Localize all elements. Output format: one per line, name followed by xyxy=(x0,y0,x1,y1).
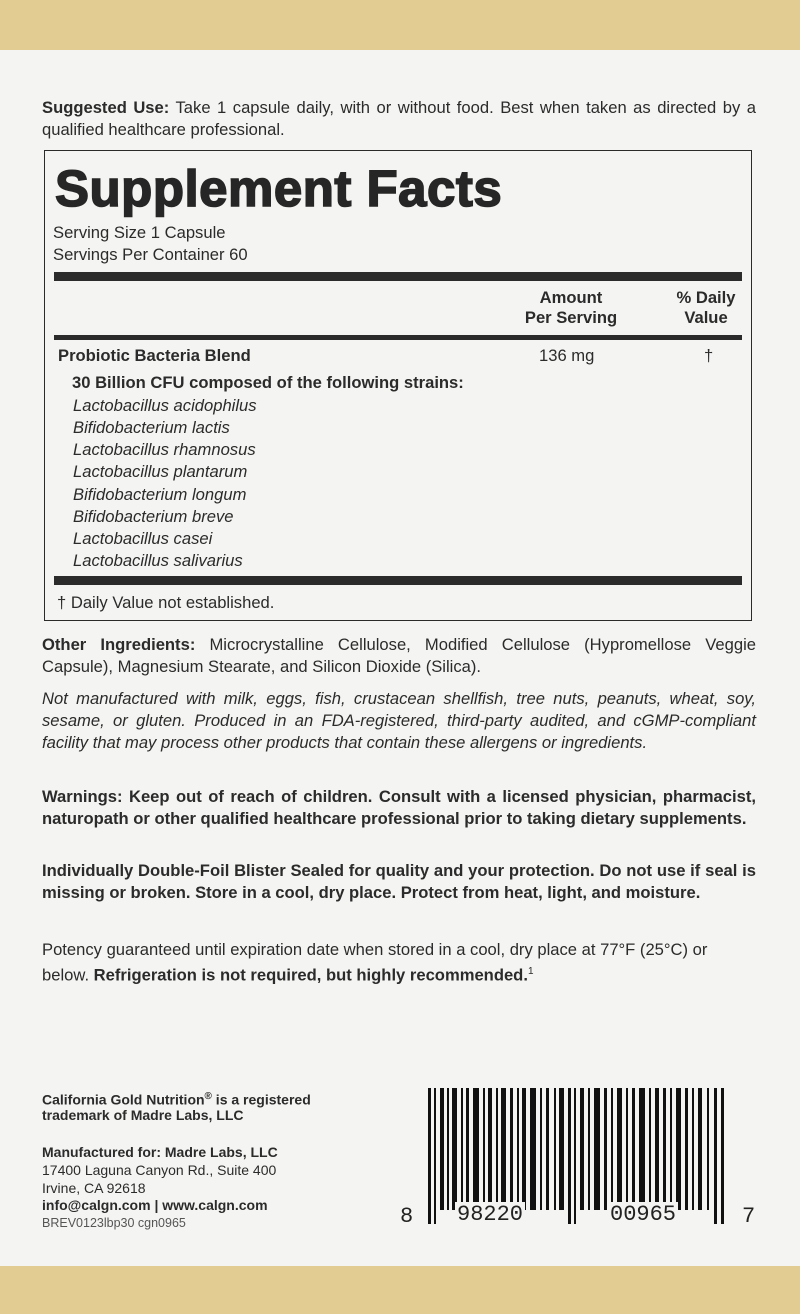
barcode-bar xyxy=(530,1088,536,1210)
amount-header-line1: Amount xyxy=(539,288,603,307)
blister-statement: Individually Double-Foil Blister Sealed for quality and your protection. Do not use if seal is missing or broken. Store in a cool, dry place. Protect from heat, light, and moisture. xyxy=(42,861,756,902)
daily-value-footnote: † Daily Value not established. xyxy=(57,593,275,612)
barcode-bar xyxy=(554,1088,556,1210)
cfu-line: 30 Billion CFU composed of the following strains: xyxy=(72,373,464,392)
amount-header xyxy=(503,288,639,328)
thick-rule-bottom xyxy=(54,576,742,585)
barcode-bar xyxy=(632,1088,635,1210)
lot-code: BREV0123lbp30 cgn0965 xyxy=(42,1216,186,1230)
barcode-right-digit: 7 xyxy=(742,1204,756,1229)
barcode-bar xyxy=(434,1088,436,1224)
barcode-bar xyxy=(611,1088,613,1210)
barcode-bar xyxy=(698,1088,702,1210)
manufacturer-address-line2: Irvine, CA 92618 xyxy=(42,1180,146,1196)
top-color-band xyxy=(0,0,800,50)
barcode-bar xyxy=(488,1088,492,1210)
barcode-bar xyxy=(670,1088,672,1210)
strain-item: Lactobacillus casei xyxy=(73,529,213,548)
barcode-bar xyxy=(580,1088,584,1210)
suggested-use xyxy=(42,97,756,141)
barcode-bar xyxy=(685,1088,688,1210)
supplement-facts-panel xyxy=(44,150,752,621)
brand-name: California Gold Nutrition xyxy=(42,1091,205,1108)
barcode-bar xyxy=(649,1088,651,1210)
trademark-rest: is a registered xyxy=(211,1091,311,1108)
barcode-group2 xyxy=(608,1204,678,1226)
barcode-bar xyxy=(540,1088,542,1210)
barcode-bar xyxy=(483,1088,485,1210)
daily-value-header xyxy=(661,288,751,328)
barcode-bar xyxy=(604,1088,607,1210)
warnings: Warnings: Keep out of reach of children. Consult with a licensed physician, pharmacist, naturopath or other qualified healthcare professional prior to taking dietary supplements. xyxy=(42,787,756,828)
barcode-bar xyxy=(428,1088,431,1224)
barcode-bar xyxy=(461,1088,463,1210)
barcode-left-digit: 8 xyxy=(400,1204,414,1229)
blend-name: Probiotic Bacteria Blend xyxy=(58,346,251,365)
daily-value-header-line1: % Daily xyxy=(676,288,736,307)
barcode-bar xyxy=(452,1088,457,1210)
barcode-bar xyxy=(655,1088,659,1210)
barcode-bar xyxy=(501,1088,506,1210)
barcode-bar xyxy=(721,1088,724,1224)
strain-item: Bifidobacterium breve xyxy=(73,507,234,526)
barcode-bar xyxy=(626,1088,628,1210)
bottom-color-band xyxy=(0,1266,800,1314)
trademark-line2: trademark of Madre Labs, LLC xyxy=(42,1107,244,1123)
barcode-bar xyxy=(440,1088,444,1210)
barcode-bar xyxy=(546,1088,549,1210)
barcode-bar xyxy=(447,1088,449,1210)
thick-rule-top xyxy=(54,272,742,281)
barcode-bar xyxy=(517,1088,519,1210)
contact-line: info@calgn.com | www.calgn.com xyxy=(42,1197,268,1213)
suggested-use-text: Take 1 capsule daily, with or without food. Best when taken as directed by a qualified healthcare professional. xyxy=(42,98,756,139)
strain-item: Lactobacillus salivarius xyxy=(73,551,243,570)
daily-value-header-line2: Value xyxy=(684,308,728,327)
registered-mark: ® xyxy=(204,1091,212,1102)
suggested-use-label: Suggested Use: xyxy=(42,98,170,117)
other-ingredients xyxy=(42,634,756,678)
other-ingredients-label: Other Ingredients: xyxy=(42,635,196,654)
potency-text: Potency guaranteed until expiration date when stored in a cool, dry place at 77°F (25°C) or below. xyxy=(42,940,708,985)
barcode-bar xyxy=(676,1088,681,1210)
barcode-bar xyxy=(639,1088,645,1210)
barcode-group1-digits: 98220 xyxy=(457,1202,524,1227)
blend-amount: 136 mg xyxy=(539,346,595,365)
barcode-bar xyxy=(522,1088,526,1210)
barcode-bar xyxy=(559,1088,564,1210)
serving-size: Serving Size 1 Capsule xyxy=(53,223,226,242)
strain-item: Lactobacillus plantarum xyxy=(73,462,248,481)
barcode-bar xyxy=(663,1088,666,1210)
barcode-bar xyxy=(707,1088,709,1210)
manufacturer-line1: Manufactured for: Madre Labs, LLC xyxy=(42,1144,278,1160)
medium-rule xyxy=(54,335,742,340)
barcode-bar xyxy=(617,1088,622,1210)
strain-item: Bifidobacterium longum xyxy=(73,485,247,504)
barcode-group1 xyxy=(455,1204,525,1226)
barcode-bar xyxy=(496,1088,498,1210)
barcode-bar xyxy=(510,1088,513,1210)
barcode-bar xyxy=(594,1088,600,1210)
amount-header-line2: Per Serving xyxy=(524,308,618,327)
barcode-group2-digits: 00965 xyxy=(610,1202,677,1227)
potency-bold: Refrigeration is not required, but highly recommended. xyxy=(93,965,528,985)
manufacturer-address-line1: 17400 Laguna Canyon Rd., Suite 400 xyxy=(42,1162,277,1178)
strain-item: Lactobacillus rhamnosus xyxy=(73,440,256,459)
barcode-bar xyxy=(692,1088,694,1210)
barcode-bar xyxy=(466,1088,469,1210)
blend-daily-value: † xyxy=(704,346,714,365)
barcode-bar xyxy=(473,1088,479,1210)
potency-statement xyxy=(42,939,756,987)
barcode-bar xyxy=(588,1088,590,1210)
supplement-facts-title: Supplement Facts xyxy=(55,160,503,217)
strain-item: Bifidobacterium lactis xyxy=(73,418,230,437)
barcode-bar xyxy=(714,1088,717,1224)
servings-per-container: Servings Per Container 60 xyxy=(53,245,248,264)
strain-item: Lactobacillus acidophilus xyxy=(73,396,257,415)
potency-footnote-marker: 1 xyxy=(527,966,534,977)
barcode-bar xyxy=(574,1088,576,1224)
allergen-statement: Not manufactured with milk, eggs, fish, crustacean shellfish, tree nuts, peanuts, wheat, soy, sesame, or gluten. Produced in an FDA-registered, third-party audited, and cGMP-compliant facility that may process other products that contain these allergens or ingredients. xyxy=(42,689,756,752)
other-ingredients-text: Microcrystalline Cellulose, Modified Cellulose (Hypromellose Veggie Capsule), Magnesium Stearate, and Silicon Dioxide (Silica). xyxy=(42,635,756,676)
barcode-bar xyxy=(568,1088,571,1224)
